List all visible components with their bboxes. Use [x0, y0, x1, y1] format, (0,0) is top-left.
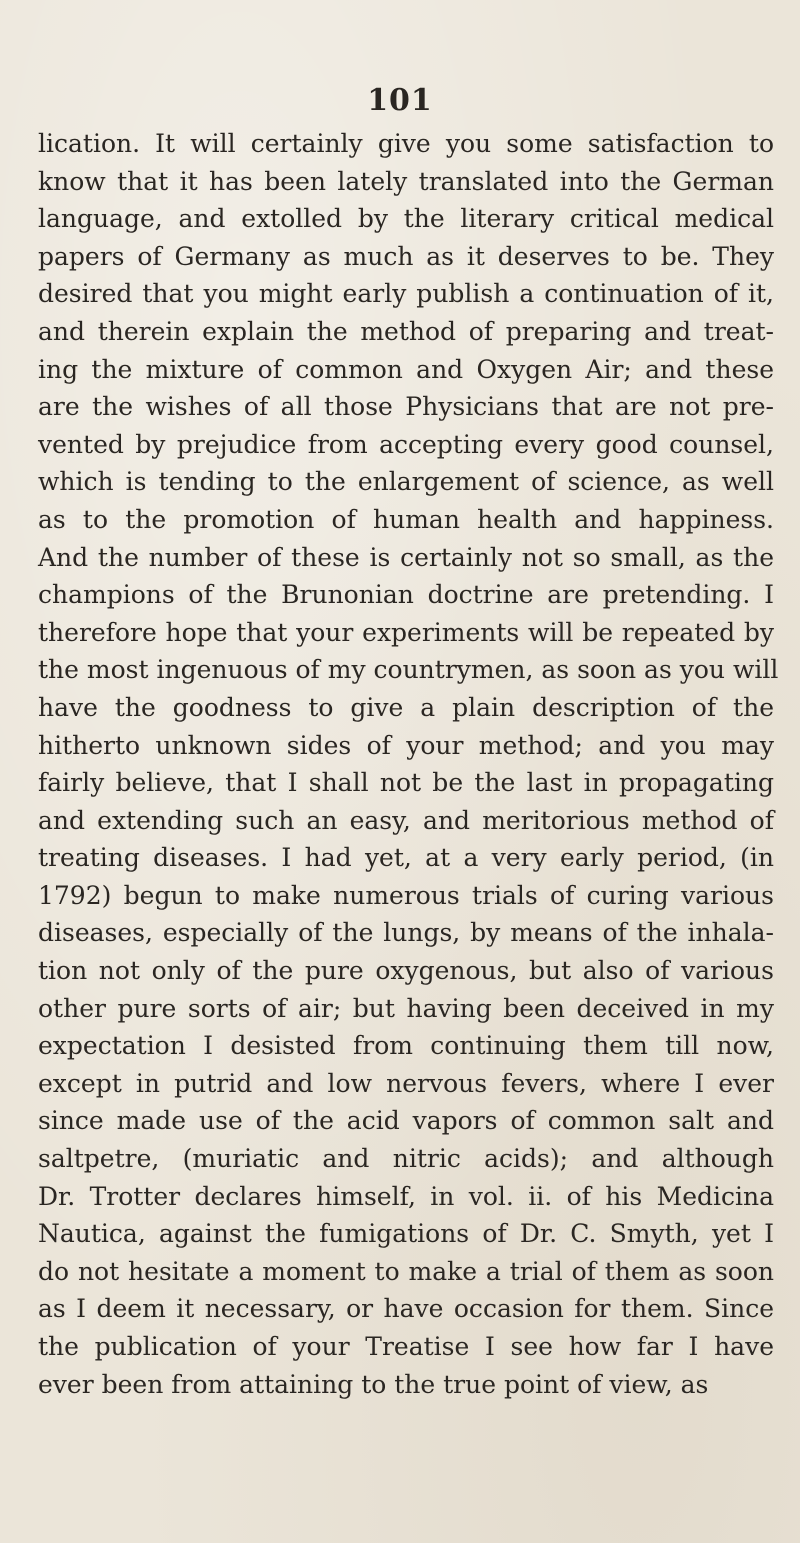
text-line: ever been from attaining to the true point of view, as	[38, 1369, 709, 1399]
text-line: and extending such an easy, and meritorious method of	[38, 805, 774, 835]
text-line: vented by prejudice from accepting every good counsel,	[38, 429, 774, 459]
body-text	[38, 125, 779, 1403]
text-line: which is tending to the enlargement of science, as well	[38, 467, 774, 497]
text-line: treating diseases. I had yet, at a very early period, (in	[38, 843, 774, 873]
text-line: language, and extolled by the literary critical medical	[38, 204, 774, 234]
text-line: champions of the Brunonian doctrine are pretending. I	[38, 580, 774, 610]
text-line: since made use of the acid vapors of common salt and	[38, 1106, 774, 1136]
text-line: lication. It will certainly give you some satisfaction to	[38, 129, 774, 158]
text-line: are the wishes of all those Physicians that are not pre-	[38, 392, 774, 422]
text-line: And the number of these is certainly not so small, as the	[38, 542, 774, 572]
text-line: saltpetre, (muriatic and nitric acids); and although	[38, 1144, 774, 1174]
text-line: except in putrid and low nervous fevers, where I ever	[38, 1068, 774, 1098]
text-line: and therein explain the method of preparing and treat-	[38, 316, 774, 346]
text-line: papers of Germany as much as it deserves to be. They	[38, 241, 774, 271]
text-line: the publication of your Treatise I see how far I have	[38, 1332, 774, 1361]
text-line: therefore hope that your experiments will be repeated by	[38, 617, 774, 647]
text-line: the most ingenuous of my countrymen, as soon as you will	[38, 655, 779, 685]
text-line: do not hesitate a moment to make a trial of them as soon	[38, 1256, 774, 1286]
text-line: fairly believe, that I shall not be the last in propagating	[38, 768, 774, 798]
text-line: desired that you might early publish a continuation of it,	[38, 279, 774, 309]
page-number: 101	[367, 83, 433, 118]
text-line: ing the mixture of common and Oxygen Air; and these	[38, 354, 774, 384]
text-line: other pure sorts of air; but having been deceived in my	[38, 993, 774, 1023]
text-line: hitherto unknown sides of your method; and you may	[38, 730, 774, 760]
text-line: expectation I desisted from continuing them till now,	[38, 1031, 774, 1061]
text-line: as to the promotion of human health and happiness.	[38, 504, 774, 534]
text-line: diseases, especially of the lungs, by means of the inhala-	[38, 918, 774, 948]
text-line: Dr. Trotter declares himself, in vol. ii. of his Medicina	[38, 1181, 774, 1211]
text-line: tion not only of the pure oxygenous, but also of various	[38, 956, 774, 986]
text-line: as I deem it necessary, or have occasion for them. Since	[38, 1294, 774, 1324]
text-line: 1792) begun to make numerous trials of curing various	[38, 880, 774, 910]
text-line: know that it has been lately translated into the German	[38, 166, 774, 196]
text-line: Nautica, against the fumigations of Dr. C. Smyth, yet I	[38, 1219, 774, 1249]
text-line: have the goodness to give a plain description of the	[38, 692, 774, 722]
